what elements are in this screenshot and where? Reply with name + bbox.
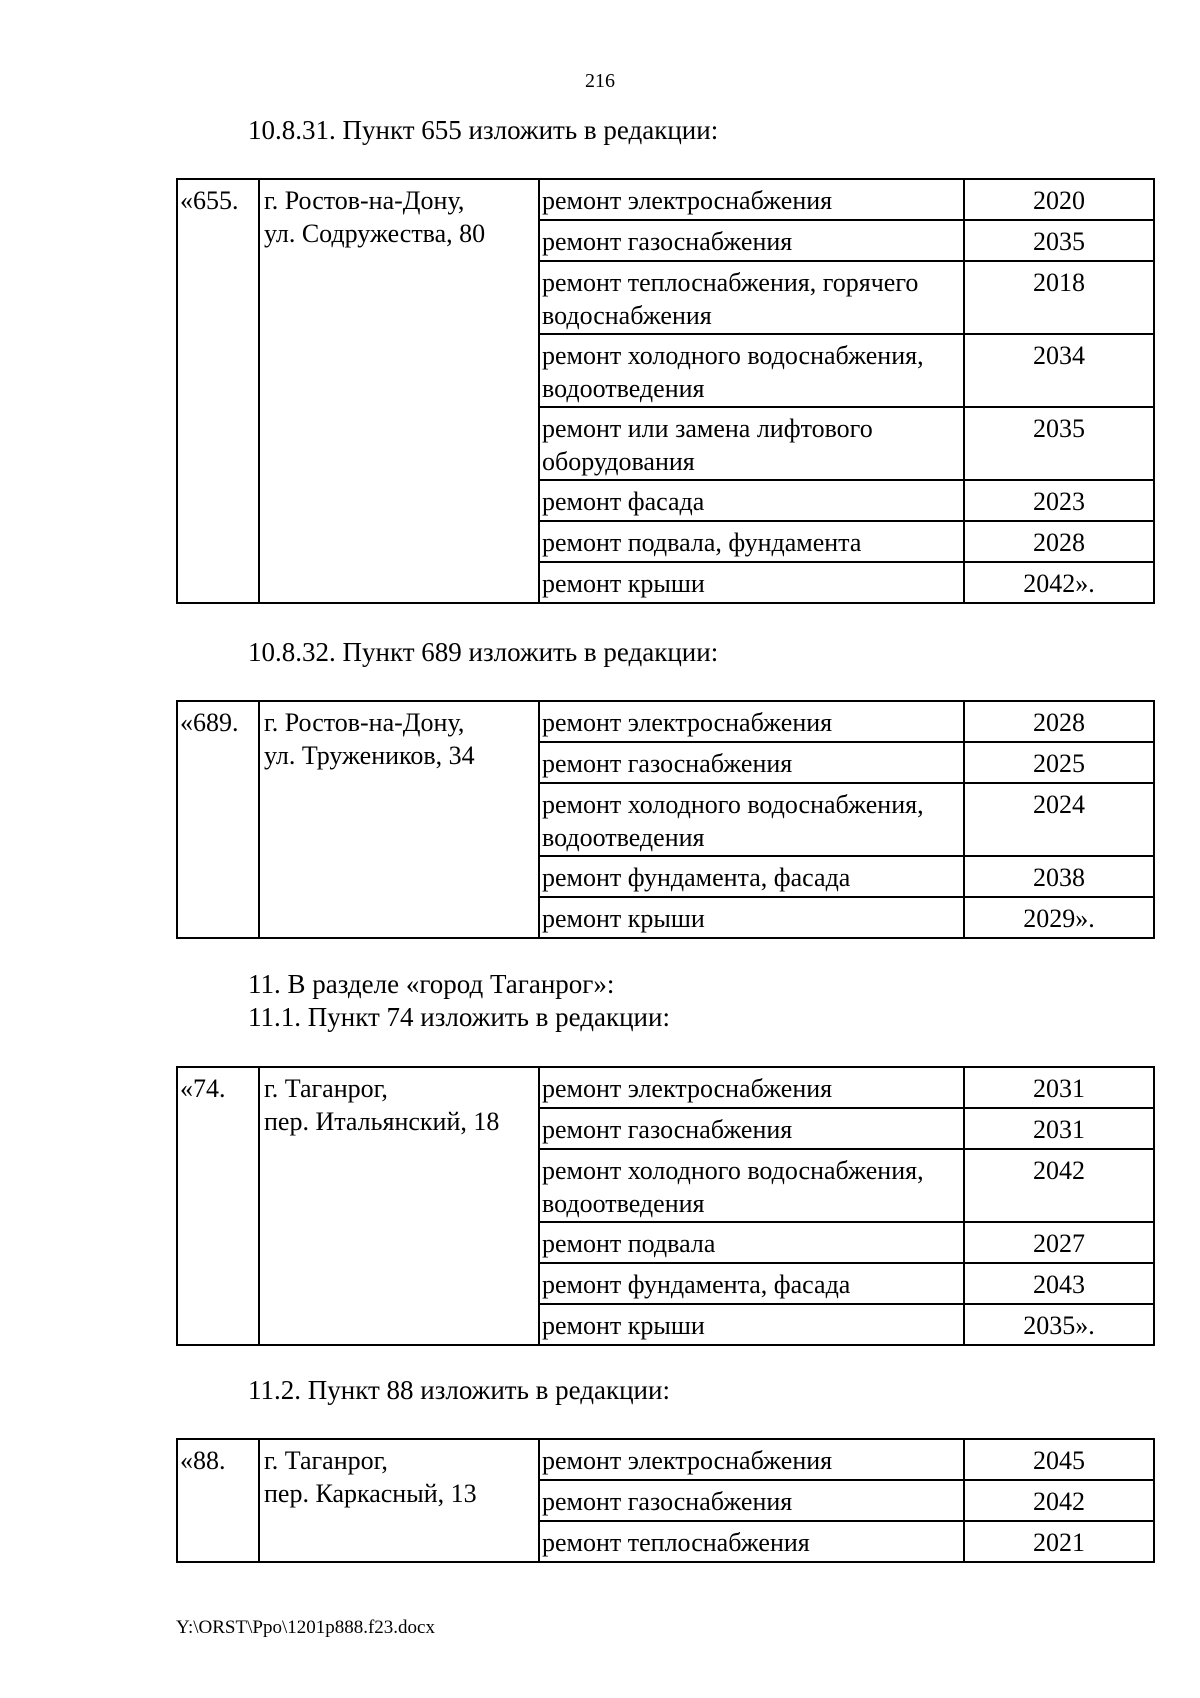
work-type-cell: ремонт крыши	[539, 897, 964, 938]
year-cell: 2035	[964, 407, 1154, 480]
section-heading	[248, 968, 670, 1034]
year-cell: 2045	[964, 1439, 1154, 1480]
item-address	[259, 179, 539, 603]
section-heading	[248, 114, 718, 147]
amendment-table	[176, 1438, 1155, 1563]
work-type-cell: ремонт холодного водоснабжения, водоотведения	[539, 334, 964, 407]
heading-line: 11. В разделе «город Таганрог»:	[248, 969, 615, 999]
year-cell: 2042	[964, 1149, 1154, 1222]
year-cell: 2043	[964, 1263, 1154, 1304]
work-type-cell: ремонт крыши	[539, 562, 964, 603]
work-type-cell: ремонт теплоснабжения, горячего водоснабжения	[539, 261, 964, 334]
section-heading	[248, 636, 718, 669]
heading-line: 10.8.32. Пункт 689 изложить в редакции:	[248, 637, 719, 667]
work-type-cell: ремонт холодного водоснабжения, водоотведения	[539, 783, 964, 856]
section-heading	[248, 1374, 670, 1407]
file-path-footer: Y:\ORST\Ppo\1201p888.f23.docx	[176, 1617, 435, 1638]
item-number: «74.	[177, 1067, 259, 1345]
work-type-cell: ремонт теплоснабжения	[539, 1521, 964, 1562]
year-cell: 2028	[964, 701, 1154, 742]
address-line: г. Ростов-на-Дону,	[264, 186, 465, 215]
address-line: ул. Содружества, 80	[264, 219, 486, 248]
item-address	[259, 701, 539, 938]
amendment-table	[176, 700, 1155, 939]
work-type-cell: ремонт газоснабжения	[539, 742, 964, 783]
work-type-cell: ремонт фундамента, фасада	[539, 1263, 964, 1304]
year-cell: 2035».	[964, 1304, 1154, 1345]
page-number: 216	[585, 70, 615, 92]
year-cell: 2028	[964, 521, 1154, 562]
work-type-cell: ремонт подвала	[539, 1222, 964, 1263]
year-cell: 2034	[964, 334, 1154, 407]
year-cell: 2021	[964, 1521, 1154, 1562]
item-number: «88.	[177, 1439, 259, 1562]
item-address	[259, 1067, 539, 1345]
work-type-cell: ремонт фасада	[539, 480, 964, 521]
amendment-table	[176, 178, 1155, 604]
year-cell: 2038	[964, 856, 1154, 897]
address-line: г. Ростов-на-Дону,	[264, 708, 465, 737]
work-type-cell: ремонт газоснабжения	[539, 1108, 964, 1149]
address-line: г. Таганрог,	[264, 1446, 388, 1475]
year-cell: 2031	[964, 1067, 1154, 1108]
year-cell: 2018	[964, 261, 1154, 334]
item-address	[259, 1439, 539, 1562]
address-line: пер. Каркасный, 13	[264, 1479, 477, 1508]
work-type-cell: ремонт фундамента, фасада	[539, 856, 964, 897]
item-number: «689.	[177, 701, 259, 938]
year-cell: 2027	[964, 1222, 1154, 1263]
work-type-cell: ремонт крыши	[539, 1304, 964, 1345]
work-type-cell: ремонт электроснабжения	[539, 701, 964, 742]
heading-line: 11.2. Пункт 88 изложить в редакции:	[248, 1375, 670, 1405]
item-number: «655.	[177, 179, 259, 603]
work-type-cell: ремонт газоснабжения	[539, 220, 964, 261]
work-type-cell: ремонт электроснабжения	[539, 1067, 964, 1108]
year-cell: 2024	[964, 783, 1154, 856]
year-cell: 2025	[964, 742, 1154, 783]
year-cell: 2035	[964, 220, 1154, 261]
address-line: пер. Итальянский, 18	[264, 1107, 500, 1136]
address-line: ул. Тружеников, 34	[264, 741, 475, 770]
work-type-cell: ремонт электроснабжения	[539, 179, 964, 220]
work-type-cell: ремонт подвала, фундамента	[539, 521, 964, 562]
work-type-cell: ремонт холодного водоснабжения, водоотведения	[539, 1149, 964, 1222]
amendment-table	[176, 1066, 1155, 1346]
year-cell: 2042».	[964, 562, 1154, 603]
year-cell: 2042	[964, 1480, 1154, 1521]
work-type-cell: ремонт электроснабжения	[539, 1439, 964, 1480]
address-line: г. Таганрог,	[264, 1074, 388, 1103]
heading-line: 10.8.31. Пункт 655 изложить в редакции:	[248, 115, 719, 145]
heading-line: 11.1. Пункт 74 изложить в редакции:	[248, 1002, 670, 1032]
work-type-cell: ремонт газоснабжения	[539, 1480, 964, 1521]
year-cell: 2031	[964, 1108, 1154, 1149]
work-type-cell: ремонт или замена лифтового оборудования	[539, 407, 964, 480]
year-cell: 2023	[964, 480, 1154, 521]
year-cell: 2029».	[964, 897, 1154, 938]
year-cell: 2020	[964, 179, 1154, 220]
